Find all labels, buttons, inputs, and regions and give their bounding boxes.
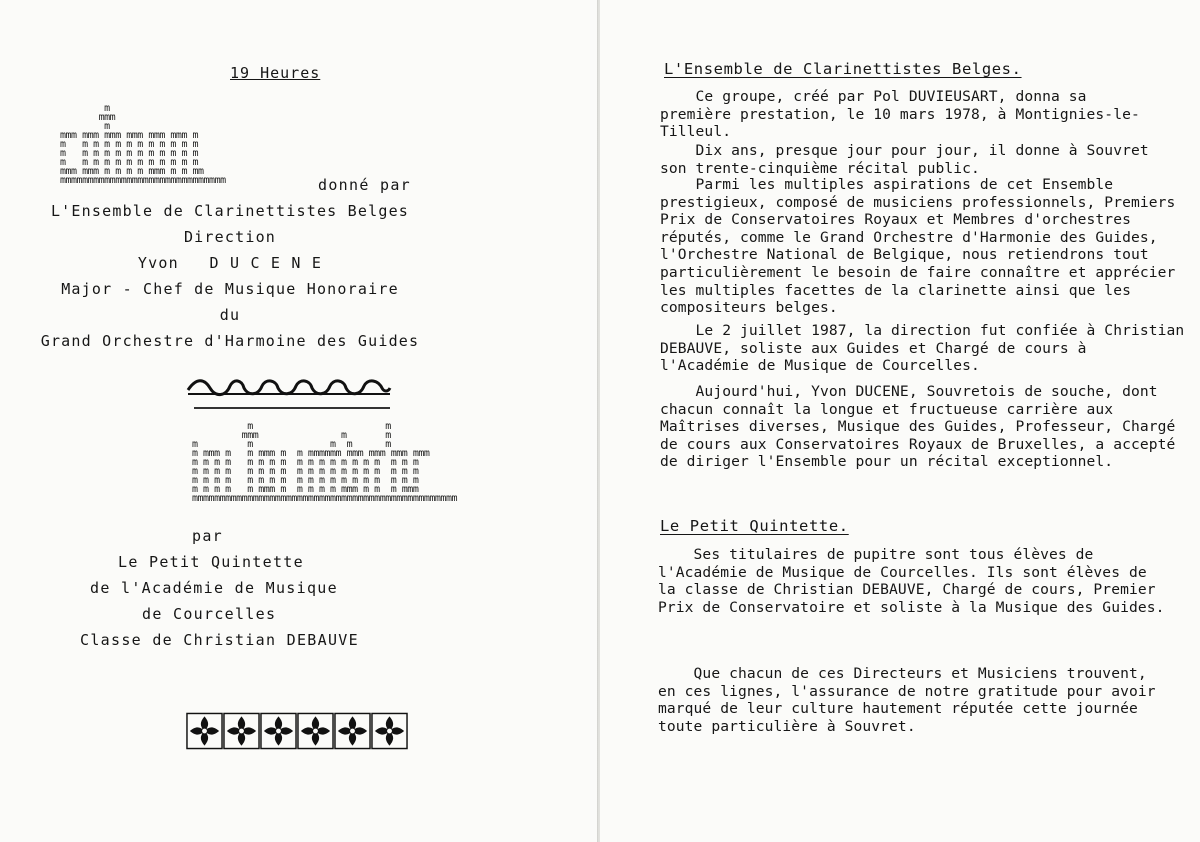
right-page [600,0,1200,842]
du-label: du [219,306,241,324]
performer-block [0,198,460,354]
orchestra-name: Grand Orchestre d'Harmoine des Guides [40,332,420,350]
paragraph-aspirations: Parmi les multiples aspirations de cet Ensemble prestigieux, composé de musiciens professionnels, Premiers Prix de Conservatoires Royaux et Membres d'orchestres réputés, comme le Grand Orchestre d'Harmonie des Guides, l'Orchestre National de Belgique, nous retiendrons tout particulièrement le besoin de faire connaître et apprécier les multiples facettes de la clarinette ainsi que les compositeurs belges. [660,176,1176,317]
class-line: Classe de Christian DEBAUVE [80,631,359,649]
floral-tile-icon [334,712,371,750]
direction-label: Direction [183,228,277,246]
conductor-name: Yvon D U C E N E [137,254,323,272]
concert-time: 19 Heures [230,64,321,82]
conductor-title: Major - Chef de Musique Honoraire [61,280,399,298]
floral-tile-icon [186,712,223,750]
ensemble-name: L'Ensemble de Clarinettistes Belges [50,202,410,220]
paragraph-direction: Le 2 juillet 1987, la direction fut confiée à Christian DEBAUVE, soliste aux Guides et Chargé de cours à l'Académie de Musique de Courcelles. [660,322,1185,375]
paragraph-anniversary: Dix ans, presque jour pour jour, il donne à Souvret son trente-cinquième récital public. [660,142,1149,177]
paragraph-gratitude: Que chacun de ces Directeurs et Musiciens trouvent, en ces lignes, l'assurance de notre gratitude pour avoir marqué de leur culture hautement réputée cette journée toute particulière à Souvret. [658,665,1156,735]
banner-word-programme: m m mmm m m m m m m m m mmm m m mmm m m mmmmmm mmm mmm mmm mmm m m m m m m m m m m m m m m m m m m m m m m m m m m m m m m m m m m m m m m m m m m m m m m m m m m m m m m m m m m m m m m mmm m m m m m mmm m m m mmm mmmmmmmmmmmmmmmmmmmmmmmmmmmmmmmmmmmmmmmmmmmmmmmm [192,421,457,504]
floral-tile-icon [371,712,408,750]
floral-tile-border [186,712,408,752]
divider-rule [194,407,390,409]
academy-line-2: de Courcelles [142,605,277,623]
heading-ensemble: L'Ensemble de Clarinettistes Belges. [664,60,1022,78]
banner-word-concert: m mmm m mmm mmm mmm mmm mmm mmm m m m m m m m m m m m m m m m m m m m m m m m m m m m m m m m m m m m m m mmm mmm m m m m mmm m m mm mmmmmmmmmmmmmmmmmmmmmmmmmmmmmm [60,103,226,186]
academy-line-1: de l'Académie de Musique [90,579,338,597]
paragraph-founding: Ce groupe, créé par Pol DUVIEUSART, donna sa première prestation, le 10 mars 1978, à Montignies-le- Tilleul. [660,88,1140,141]
wave-flourish-icon [186,376,392,400]
left-page [0,0,598,842]
paragraph-ducene: Aujourd'hui, Yvon DUCENE, Souvretois de souche, dont chacun connaît la longue et fructueuse carrière aux Maîtrises diverses, Musique des Guides, Professeur, Chargé de cours aux Conservatoires Royaux de Bruxelles, a accepté de diriger l'Ensemble pour un récital exceptionnel. [660,383,1176,471]
heading-quintet: Le Petit Quintette. [660,517,849,535]
paragraph-quintet: Ses titulaires de pupitre sont tous élèves de l'Académie de Musique de Courcelles. Ils sont élèves de la classe de Christian DEBAUVE, Chargé de cours, Premier Prix de Conservatoire et soliste à la Musique des Guides. [658,546,1165,616]
given-by-label: donné par [318,176,411,194]
floral-tile-icon [260,712,297,750]
quintet-name: Le Petit Quintette [118,553,304,571]
floral-tile-icon [223,712,260,750]
par-label: par [192,527,223,545]
floral-tile-icon [297,712,334,750]
